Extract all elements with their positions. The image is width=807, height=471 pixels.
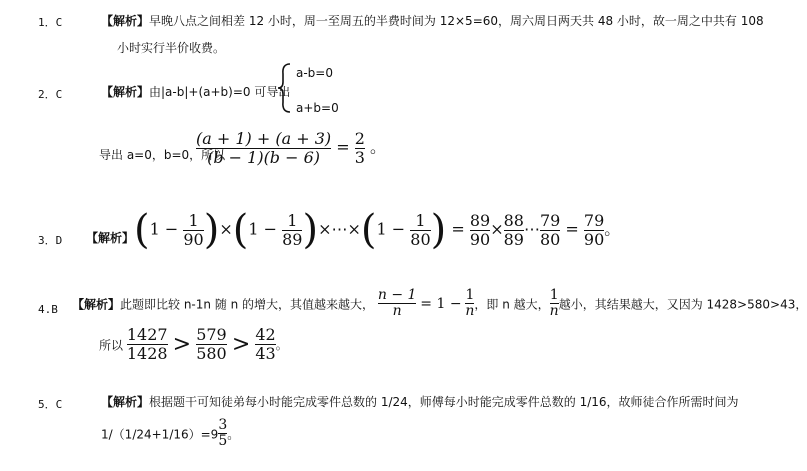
item-4-text-c: 越小，其结果越大，又因为 1428>580>43，: [558, 297, 807, 312]
fraction-denominator: 80: [539, 229, 561, 249]
item-1-number: 1．C: [38, 16, 63, 29]
fraction-numerator: 79: [583, 210, 605, 230]
fraction: [196, 326, 227, 362]
item-2-lead-text: [101, 83, 290, 100]
right-paren: ): [302, 207, 319, 253]
fraction: [584, 212, 604, 248]
item-1-line2: 小时实行半价收费。: [117, 41, 226, 55]
fraction-numerator: 2: [354, 129, 365, 148]
fraction: [183, 212, 203, 248]
fraction-numerator: 3: [218, 417, 228, 433]
item-5-line1: 根据题干可知徒弟每小时能完成零件总数的 1/24，师傅每小时能完成零件总数的 1/16，故师徒合作所需时间为: [149, 395, 739, 409]
fraction: [127, 326, 168, 362]
analysis-tag: 【解析】: [86, 231, 135, 245]
one-minus: 1 −: [376, 219, 406, 239]
fraction: [378, 288, 417, 320]
one-minus: 1 −: [248, 219, 278, 239]
left-paren: (: [360, 207, 377, 253]
result-fraction: [355, 130, 365, 166]
ellipsis: ⋯: [523, 219, 540, 239]
item-2-line2: 导出 a=0，b=0，所以: [99, 148, 226, 162]
item-1-line1: 早晚八点之间相差 12 小时，周一至周五的半费时间为 12×5=60，周六周日两天共 48 小时，故一周之中共有 108: [149, 14, 764, 28]
analysis-tag: 【解析】: [101, 14, 150, 28]
fraction: [540, 212, 560, 248]
equals-sign: =: [451, 219, 465, 239]
fraction-denominator: 90: [583, 229, 605, 249]
fraction: [550, 288, 559, 320]
fraction-numerator: (a + 1) + (a + 3): [196, 129, 332, 148]
times-sign: ×: [219, 219, 233, 239]
greater-than-sign: >: [231, 331, 251, 357]
fraction-denominator: 89: [282, 229, 303, 249]
item-5-line1-wrap: [101, 393, 739, 410]
fraction-numerator: 1: [465, 287, 475, 303]
item-4-line2: [99, 326, 288, 362]
fraction-denominator: 3: [354, 147, 365, 167]
fraction-numerator: 1427: [126, 325, 168, 344]
fraction-numerator: n − 1: [377, 287, 417, 303]
equals-sign: =: [336, 137, 350, 157]
item-2-lead: 由|a-b|+(a+b)=0 可导出: [149, 85, 291, 99]
item-4-number: 4.B: [38, 303, 58, 316]
fraction-denominator: 580: [196, 343, 227, 363]
fraction-numerator: 89: [469, 210, 491, 230]
times-sign: ×: [490, 219, 504, 239]
equals-one-minus: = 1 −: [420, 295, 462, 312]
system-eq-1: a-b=0: [296, 66, 333, 80]
comparison-formula: [126, 325, 288, 363]
one-minus: 1 −: [149, 219, 179, 239]
item-5-line2: [101, 418, 239, 450]
fraction-numerator: 1: [287, 210, 298, 230]
fraction-denominator: 90: [469, 229, 491, 249]
fraction: [470, 212, 490, 248]
right-paren: ): [430, 207, 447, 253]
analysis-tag: 【解析】: [101, 85, 150, 99]
fraction-numerator: 42: [255, 325, 276, 344]
fraction-denominator: 5: [218, 433, 228, 450]
left-paren: (: [232, 207, 249, 253]
fraction-numerator: 1: [549, 287, 559, 303]
period: 。: [604, 219, 621, 239]
item-4-text-b: ，即 n 越大，: [474, 297, 550, 312]
item-4-text-a: 此题即比较 n-1n 随 n 的增大，其值越来越大，: [120, 297, 375, 312]
fraction: [410, 212, 430, 248]
period: 。: [275, 337, 288, 352]
item-5-number: 5．C: [38, 398, 63, 411]
fraction-numerator: 79: [539, 210, 561, 230]
fraction-denominator: 1428: [126, 343, 168, 363]
item-2-formula: [196, 130, 386, 166]
item-5-expression: 1/（1/24+1/16）=9: [101, 427, 219, 442]
fraction-denominator: 89: [503, 229, 524, 249]
fraction-denominator: n: [465, 303, 475, 320]
item-1-text: [101, 12, 764, 29]
fraction-numerator: 1: [415, 210, 426, 230]
item-2-number: 2．C: [38, 88, 63, 101]
fraction-numerator: 1: [188, 210, 199, 230]
left-paren: (: [134, 207, 150, 253]
period: 。: [370, 137, 387, 157]
fraction-numerator: 88: [503, 210, 524, 230]
fraction: [196, 130, 331, 166]
system-eq-2: a+b=0: [296, 101, 339, 115]
analysis-tag: 【解析】: [72, 297, 121, 312]
fraction-denominator: (b − 1)(b − 6): [207, 147, 321, 167]
fraction: [282, 212, 302, 248]
fraction-denominator: 80: [410, 229, 431, 249]
fraction-denominator: n: [549, 303, 559, 320]
item-4-lead2: 所以: [99, 338, 124, 353]
fraction: [255, 326, 275, 362]
system-brace: [276, 62, 294, 114]
fraction-denominator: n: [392, 303, 402, 320]
fraction-numerator: 579: [196, 325, 227, 344]
times-dots: ×⋯×: [318, 219, 361, 239]
fraction: [504, 212, 524, 248]
greater-than-sign: >: [172, 331, 192, 357]
item-3-formula: [134, 207, 621, 253]
analysis-tag: 【解析】: [101, 395, 150, 409]
item-3-number: 3．D: [38, 234, 63, 247]
right-paren: ): [203, 207, 220, 253]
mixed-fraction: [218, 418, 227, 450]
fraction-denominator: 90: [183, 229, 204, 249]
item-4-line1: [72, 288, 807, 320]
period: 。: [227, 427, 240, 442]
equals-sign: =: [565, 219, 579, 239]
fraction-denominator: 43: [255, 343, 276, 363]
